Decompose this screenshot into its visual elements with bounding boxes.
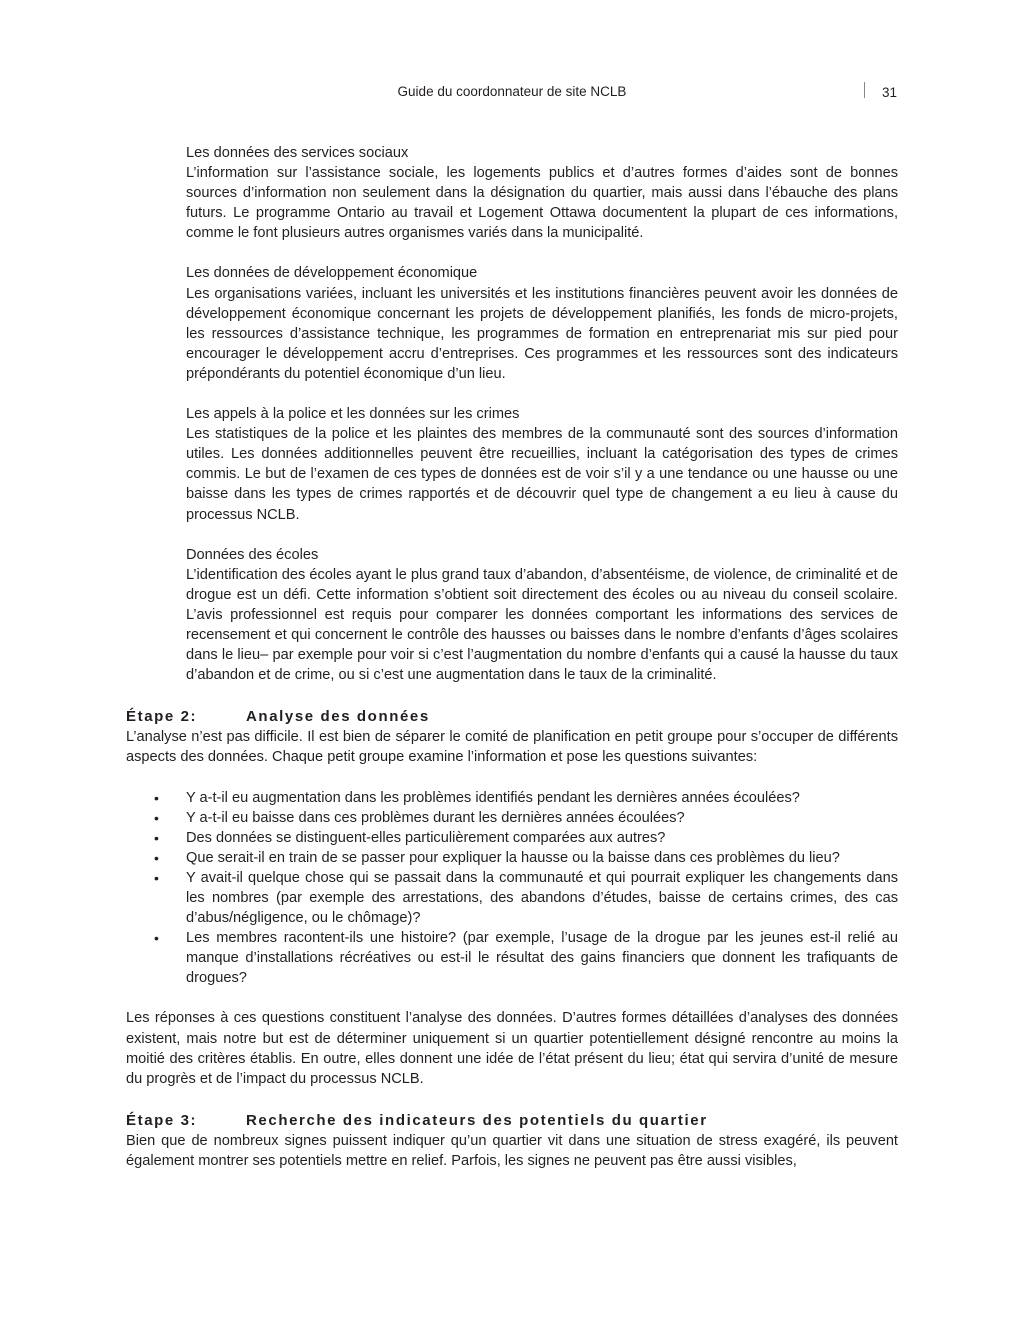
section-body: Les organisations variées, incluant les universités et les institutions financières peuvent avoir les données de développement économique concernant les projets de développement planifiés, les fonds de micro-projets, les ressources d’assistance technique, les programmes de formation en entreprenariat mis sur pied pour encourager le développement accru d’entreprises. Ces programmes et les ressources sont des indicateurs prépondérants du potentiel économique d’un lieu. bbox=[186, 285, 898, 382]
list-item: • Que serait-il en train de se passer pour expliquer la hausse ou la baisse dans ces problèmes du lieu? bbox=[126, 848, 898, 868]
step-2-conclusion: Les réponses à ces questions constituent l’analyse des données. D’autres formes détaillées d’analyses des données existent, mais notre but est de déterminer uniquement si un quartier potentiellement désigné rencontre au moins la moitié des critères établis. En outre, elles donnent une idée de l’état présent du lieu; état qui servira d’unité de mesure du progrès et de l’impact du processus NCLB. bbox=[126, 1010, 898, 1087]
section-title: Données des écoles bbox=[186, 546, 319, 563]
question-list bbox=[126, 788, 898, 989]
bullet-icon: • bbox=[154, 809, 159, 826]
page-header bbox=[0, 82, 1024, 104]
section-body: Les statistiques de la police et les plaintes des membres de la communauté sont des sources d’information utiles. Les données additionnelles peuvent être recueillies, incluant la catégorisation des types de crimes commis. Le but de l’examen de ces types de données est de voir s’il y a une tendance ou une hausse ou une baisse dans les types de crimes rapportés et de découvrir quel type de changement a eu lieu à cause du processus NCLB. bbox=[186, 426, 898, 523]
step-3-intro: Bien que de nombreux signes puissent indiquer qu’un quartier vit dans une situation de stress exagéré, ils peuvent également montrer ses potentiels mettre en relief. Parfois, les signes ne peuvent pas être aussi visibles, bbox=[126, 1132, 898, 1170]
section-body: L’identification des écoles ayant le plus grand taux d’abandon, d’absentéisme, de violence, de criminalité et de drogue est un défi. Cette information s’obtient soit directement des écoles ou au niveau du conseil scolaire. L’avis professionnel est requis pour comparer les données comportant les informations des services de recensement et qui concernent le contrôle des hausses ou baisses dans le nombre d’enfants d’âges scolaires dans le lieu– par exemple pour voir si c’est l’augmentation du nombre d’enfants qui a causé la hausse du taux d’abandon et de crime, ou si c’est une augmentation dans le taux de la criminalité. bbox=[186, 566, 898, 684]
page-number: 31 bbox=[882, 85, 898, 100]
running-title: Guide du coordonnateur de site NCLB bbox=[397, 84, 627, 99]
section-schools bbox=[186, 545, 898, 686]
step-2-intro: L’analyse n’est pas difficile. Il est bien de séparer le comité de planification en petit groupe pour s’occuper de différents aspects des données. Chaque petit groupe examine l’information et pose les questions suivantes: bbox=[126, 729, 898, 766]
bullet-icon: • bbox=[154, 789, 159, 806]
bullet-icon: • bbox=[154, 829, 159, 846]
list-item: • Des données se distinguent-elles particulièrement comparées aux autres? bbox=[126, 828, 898, 848]
section-title: Les appels à la police et les données sur les crimes bbox=[186, 406, 520, 423]
section-police-crime bbox=[186, 404, 898, 525]
step-title: Analyse des données bbox=[246, 708, 430, 726]
section-economic-development bbox=[186, 263, 898, 384]
step-label: Étape 2: bbox=[126, 708, 198, 726]
page-body bbox=[126, 143, 898, 1171]
list-item: • Y a-t-il eu baisse dans ces problèmes durant les dernières années écoulées? bbox=[126, 808, 898, 828]
list-item: • Les membres racontent-ils une histoire? (par exemple, l’usage de la drogue par les jeunes est-il relié au manque d’installations récréatives ou est-il le résultat des gains financiers que donnent les trafiquants de drogues? bbox=[154, 930, 898, 987]
section-title: Les données de développement économique bbox=[186, 265, 478, 282]
data-sources-list bbox=[186, 143, 898, 685]
step-title: Recherche des indicateurs des potentiels du quartier bbox=[246, 1111, 708, 1129]
bullet-icon: • bbox=[154, 869, 159, 886]
bullet-icon: • bbox=[154, 930, 159, 947]
list-item: • Y avait-il quelque chose qui se passait dans la communauté et qui pourrait expliquer les changements dans les nombres (par exemple des arrestations, des abandons d’études, baisse de certains crimes, des cas d’abus/négligence, ou le chômage)? bbox=[154, 869, 898, 927]
step-3-heading bbox=[126, 1111, 898, 1131]
section-body: L’information sur l’assistance sociale, les logements publics et d’autres formes d’aides sont de bonnes sources d’information non seulement dans la désignation du quartier, mais aussi dans l’ébauche des plans futurs. Le programme Ontario au travail et Logement Ottawa documentent la plupart de ces informations, comme le font plusieurs autres organismes variés dans la municipalité. bbox=[186, 165, 898, 242]
section-social-services bbox=[186, 143, 898, 243]
step-label: Étape 3: bbox=[126, 1111, 198, 1129]
step-2-heading bbox=[126, 707, 898, 727]
section-title: Les données des services sociaux bbox=[186, 145, 409, 161]
header-divider bbox=[864, 82, 865, 98]
bullet-icon: • bbox=[154, 849, 159, 866]
list-item: • Y a-t-il eu augmentation dans les problèmes identifiés pendant les dernières années écoulées? bbox=[126, 788, 898, 808]
